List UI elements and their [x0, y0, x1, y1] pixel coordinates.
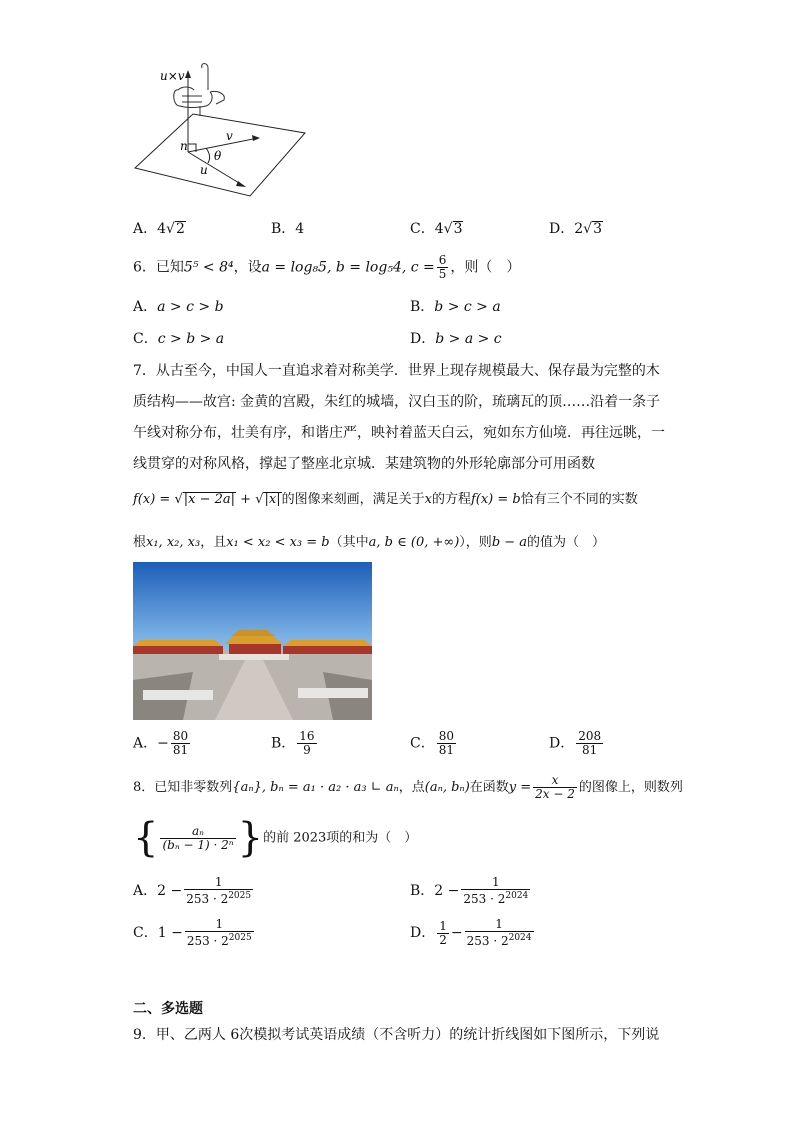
label-v: v	[226, 129, 233, 143]
q8-stem-line-1: 8．已知非零数列{aₙ}, bₙ = a₁ · a₂ · a₃ ∟ aₙ，点(aₙ, bₙ)在函数y = $\frac{x}{2x - 2}$ 的图像上，则数列	[133, 773, 683, 801]
q7-line-2: 质结构——故宫: 金黄的宫殿，朱红的城墙，汉白玉的阶，琉璃瓦的顶……沿着一条子	[133, 394, 661, 410]
q8-option-c[interactable]: C．1 − $\frac{1}{253 \cdot 2^{2025}}$	[133, 917, 252, 948]
q7-option-b[interactable]: B． $\frac{16}{9}$	[271, 729, 315, 757]
q7-line-3: 午线对称分布，壮美有序，和谐庄严，映衬着蓝天白云，宛如东方仙境．再往远眺，一	[133, 425, 665, 441]
q5-option-d[interactable]: D．2√3	[549, 221, 602, 237]
q6-stem: 6．已知5⁵ < 8⁴，设a = log₈5, b = log₅4, c = $\frac{6}{5}$ ，则（ ）	[133, 253, 521, 281]
fraction-c: $\frac{6}{5}$	[438, 253, 447, 281]
q6-option-c[interactable]: C．c > b > a	[133, 331, 225, 347]
q5-option-a[interactable]: A．4√2	[133, 221, 185, 237]
q9-stem: 9．甲、乙两人 6次模拟考试英语成绩（不含听力）的统计折线图如下图所示，下列说	[133, 1027, 660, 1043]
q8-stem-line-2: { $\frac{\text{aₙ}}{\text{(bₙ − 1) · 2ⁿ}}$ }的前 2023项的和为（ ）	[133, 815, 418, 861]
q8-option-d[interactable]: D． $\frac{1}{2}$ − $\frac{1}{253 \cdot 2^{2024}}$	[410, 917, 532, 948]
q7-option-c[interactable]: C． $\frac{80}{81}$	[410, 729, 454, 757]
label-theta: θ	[214, 149, 222, 163]
q7-line-4: 线贯穿的对称风格，撑起了整座北京城．某建筑物的外形轮廓部分可用函数	[133, 456, 595, 472]
q7-line-1: 7．从古至今，中国人一直追求着对称美学．世界上现存规模最大、保存最为完整的木	[133, 363, 660, 379]
forbidden-city-photo	[133, 562, 372, 720]
q6-option-b[interactable]: B．b > c > a	[410, 299, 501, 315]
label-cross: u×v	[160, 69, 185, 83]
q6-option-d[interactable]: D．b > a > c	[410, 331, 502, 347]
sqrt-symbol: √	[166, 221, 175, 237]
q7-line-5: f(x) = √|x − 2a| + √|x|的图像来刻画，满足关于x的方程f(x) = b恰有三个不同的实数	[133, 492, 638, 507]
label-n: n	[180, 139, 188, 153]
section-heading: 二、多选题	[133, 1001, 203, 1017]
q6-option-a[interactable]: A．a > c > b	[133, 299, 224, 315]
q8-option-b[interactable]: B．2 − $\frac{1}{253 \cdot 2^{2024}}$	[410, 875, 529, 906]
q7-line-6: 根x₁, x₂, x₃，且x₁ < x₂ < x₃ = b（其中a, b ∈ (0, +∞)），则b − a的值为（ ）	[133, 535, 606, 550]
q7-option-d[interactable]: D． $\frac{208}{81}$	[549, 729, 602, 757]
q7-option-a[interactable]: A．− $\frac{80}{81}$	[133, 729, 189, 757]
q8-option-a[interactable]: A．2 − $\frac{1}{253 \cdot 2^{2025}}$	[133, 875, 252, 906]
vector-cross-product-figure	[130, 60, 315, 200]
label-u: u	[200, 163, 208, 177]
q5-option-c[interactable]: C．4√3	[410, 221, 463, 237]
q5-option-b[interactable]: B．4	[271, 221, 305, 237]
